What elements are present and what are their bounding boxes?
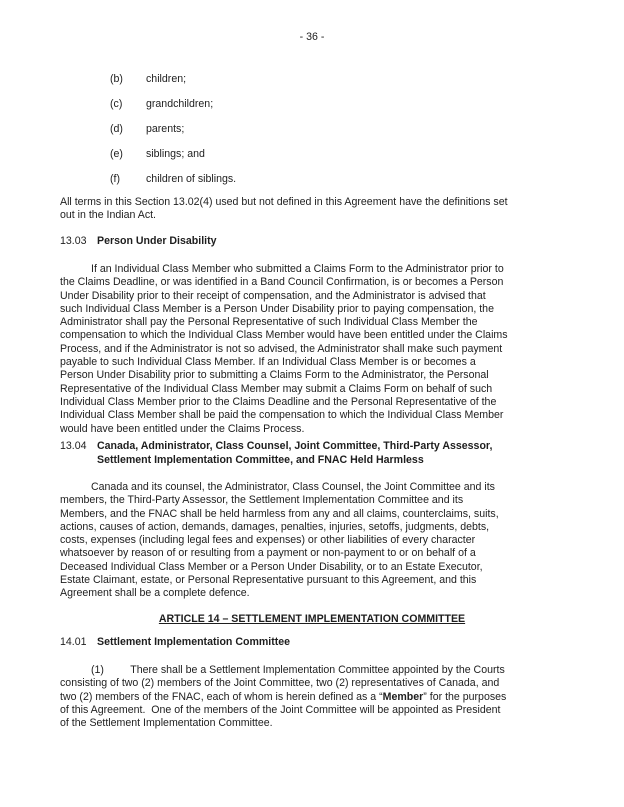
paragraph-line: Person Under Disability prior to submitting a Claims Form to the Administrator, the Personal xyxy=(60,369,489,382)
paragraph-line: of the Settlement Implementation Committee. xyxy=(60,717,273,730)
all-terms-paragraph xyxy=(60,196,508,223)
list-marker: (d) xyxy=(110,123,123,135)
paragraph-line: Estate Claimant, estate, or Personal Representative pursuant to this Agreement, and this xyxy=(60,574,477,587)
list-text: children; xyxy=(146,73,187,85)
paragraph-line: such Individual Class Member is a Person Under Disability prior to paying compensation, the xyxy=(60,302,494,315)
list-text: grandchildren; xyxy=(146,98,214,110)
paragraph-line: Process, and if the Administrator is not so advised, the Administrator shall make such payment xyxy=(60,342,503,355)
list-marker: (c) xyxy=(110,98,123,110)
paragraph-text: two (2) members of the FNAC, each of whom is herein defined as a “ xyxy=(60,690,383,703)
list-text: children of siblings. xyxy=(146,173,237,185)
list-marker: (e) xyxy=(110,148,123,160)
list-marker: (f) xyxy=(110,173,120,185)
section-title xyxy=(97,439,492,467)
list-item xyxy=(110,148,205,161)
paragraph-line: members, the Third-Party Assessor, the Settlement Implementation Committee and its xyxy=(60,494,464,507)
paragraph-line: would have been entitled under the Claims Process. xyxy=(60,422,305,435)
paragraph-line xyxy=(60,691,506,704)
paragraph-line: Individual Class Member prior to the Claims Deadline and the Personal Representative of the xyxy=(60,395,497,408)
paragraph-line: Agreement shall be a complete defence. xyxy=(60,587,250,600)
list-text: parents; xyxy=(146,123,185,135)
paragraph-line: Administrator shall pay the Personal Representative of such Individual Class Member the xyxy=(60,316,478,329)
paragraph-line: actions, causes of action, demands, damages, penalties, injuries, setoffs, judgments, debts, xyxy=(60,520,490,533)
list-item xyxy=(110,73,186,86)
section-title: Settlement Implementation Committee xyxy=(97,636,291,648)
paragraph-line: out in the Indian Act. xyxy=(60,209,157,222)
list-item xyxy=(110,98,213,111)
section-number: 13.04 xyxy=(60,440,87,452)
paragraph-line: Deceased Individual Class Member or a Person Under Disability, or to an Estate Executor, xyxy=(60,560,483,573)
paragraph-line: Under Disability prior to their receipt of compensation, and the Administrator is advised that xyxy=(60,289,486,302)
section-number: 13.03 xyxy=(60,235,87,247)
paragraph-line: compensation to which the Individual Class Member would have been entitled under the Claims xyxy=(60,329,508,342)
paragraph-line: Members, and the FNAC shall be held harmless from any and all claims, counterclaims, suits, xyxy=(60,507,499,520)
section-title: Person Under Disability xyxy=(97,235,217,247)
list-text: siblings; and xyxy=(146,148,205,160)
paragraph-line: If an Individual Class Member who submitted a Claims Form to the Administrator prior to xyxy=(91,263,504,275)
section-14-01-paragraph xyxy=(60,664,506,730)
paragraph-line: All terms in this Section 13.02(4) used but not defined in this Agreement have the definitions set xyxy=(60,196,508,208)
section-13-04-paragraph xyxy=(60,481,499,601)
paragraph-line: whatsoever by reason of or resulting from a payment or non-payment to or on behalf of a xyxy=(60,547,476,560)
paragraph-line: Representative of the Individual Class Member may submit a Claims Form on behalf of such xyxy=(60,382,493,395)
page-number-label: - 36 - xyxy=(299,31,325,43)
paragraph-line: the Claims Deadline, or was identified in a Band Council Confirmation, is or becomes a Person xyxy=(60,276,504,289)
section-13-04-heading xyxy=(60,439,492,467)
page-number xyxy=(0,31,624,44)
paragraph-text: ” for the purposes xyxy=(423,690,507,703)
section-title-line: Canada, Administrator, Class Counsel, Joint Committee, Third-Party Assessor, xyxy=(97,440,493,452)
article-heading-text: ARTICLE 14 – SETTLEMENT IMPLEMENTATION COMMITTEE xyxy=(158,613,466,625)
list-marker: (b) xyxy=(110,73,123,85)
paragraph-line: (1) There shall be a Settlement Implementation Committee appointed by the Courts xyxy=(91,664,505,676)
paragraph-line: costs, expenses (including legal fees and expenses) or other liabilities of every character xyxy=(60,534,476,547)
section-title-line: Settlement Implementation Committee, and FNAC Held Harmless xyxy=(97,454,424,466)
paragraph-line: consisting of two (2) members of the Joint Committee, two (2) representatives of Canada, and xyxy=(60,677,500,690)
section-number: 14.01 xyxy=(60,636,87,648)
paragraph-line: Canada and its counsel, the Administrator, Class Counsel, the Joint Committee and its xyxy=(91,481,495,493)
article-14-heading xyxy=(0,613,624,626)
section-13-03-paragraph xyxy=(60,263,508,436)
paragraph-line: Individual Class Member shall be paid the compensation to which the Individual Class Member xyxy=(60,409,504,422)
defined-term-member: Member xyxy=(382,690,424,703)
list-item xyxy=(110,173,236,186)
paragraph-line: of this Agreement. One of the members of the Joint Committee will be appointed as President xyxy=(60,703,501,716)
section-13-03-heading xyxy=(60,235,217,248)
paragraph-line: payable to such Individual Class Member. If an Individual Class Member is or becomes a xyxy=(60,356,476,369)
section-14-01-heading xyxy=(60,636,290,649)
list-item xyxy=(110,123,184,136)
